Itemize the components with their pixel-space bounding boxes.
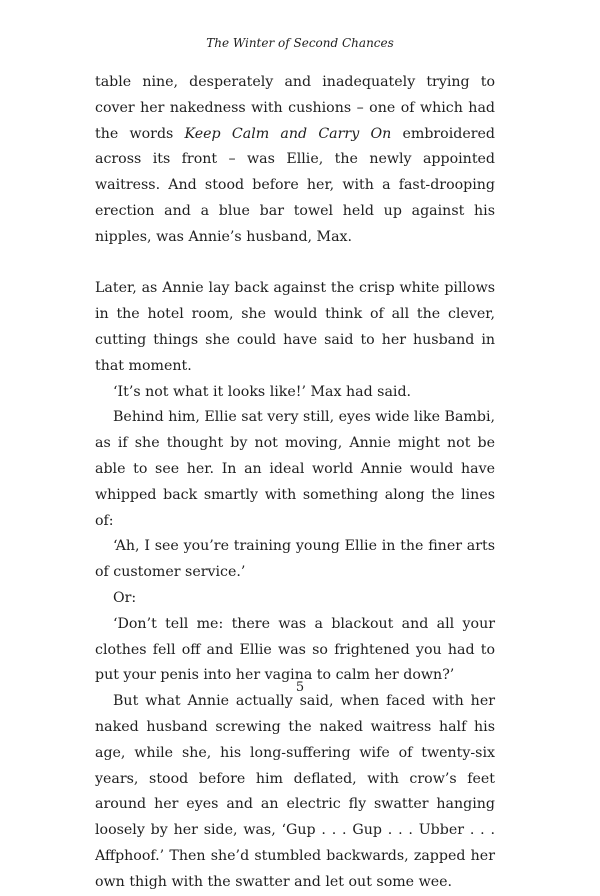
running-head-title: The Winter of Second Chances [206, 36, 394, 50]
paragraph-3: ‘It’s not what it looks like!’ Max had said. [113, 383, 412, 400]
body-text [95, 70, 495, 896]
paragraph-1-text-a: table nine, desperately and inadequately trying to cover her nakedness with cushions – one of which had the words [95, 74, 495, 142]
paragraph-6: Or: [113, 589, 137, 606]
page-number: 5 [295, 680, 305, 695]
paragraph-4: Behind him, Ellie sat very still, eyes wide like Bambi, as if she thought by not moving, Annie might not be able to see her. In an ideal world Annie would have whipped back smartly with something along the lines of: [95, 409, 495, 529]
paragraph-2: Later, as Annie lay back against the crisp white pillows in the hotel room, she would think of all the clever, cutting things she could have said to her husband in that moment. [95, 280, 495, 374]
paragraph-7: ‘Don’t tell me: there was a blackout and all your clothes fell off and Ellie was so frightened you had to put your penis into her vagina to calm her down?’ [95, 615, 495, 684]
paragraph-8: But what Annie actually said, when faced with her naked husband screwing the naked waitress half his age, while she, his long-suffering wife of twenty-six years, stood before him deflated, with crow’s feet around her eyes and an electric fly swatter hanging loosely by her side, was, ‘Gup . . . Gup . . . Ubber . . . Affphoof.’ Then she’d stumbled backwards, zapped her own thigh with the swatter and let out some wee. [95, 693, 495, 890]
paragraph-1-italic: Keep Calm and Carry On [184, 125, 392, 142]
paragraph-1 [95, 70, 495, 251]
paragraph-1-text-b: embroidered across its front – was Ellie, the newly appointed waitress. And stood before her, with a fast-drooping erection and a blue bar towel held up against his nipples, was Annie’s husband, Max. [95, 125, 496, 245]
paragraph-5: ‘Ah, I see you’re training young Ellie in the finer arts of customer service.’ [95, 538, 495, 581]
